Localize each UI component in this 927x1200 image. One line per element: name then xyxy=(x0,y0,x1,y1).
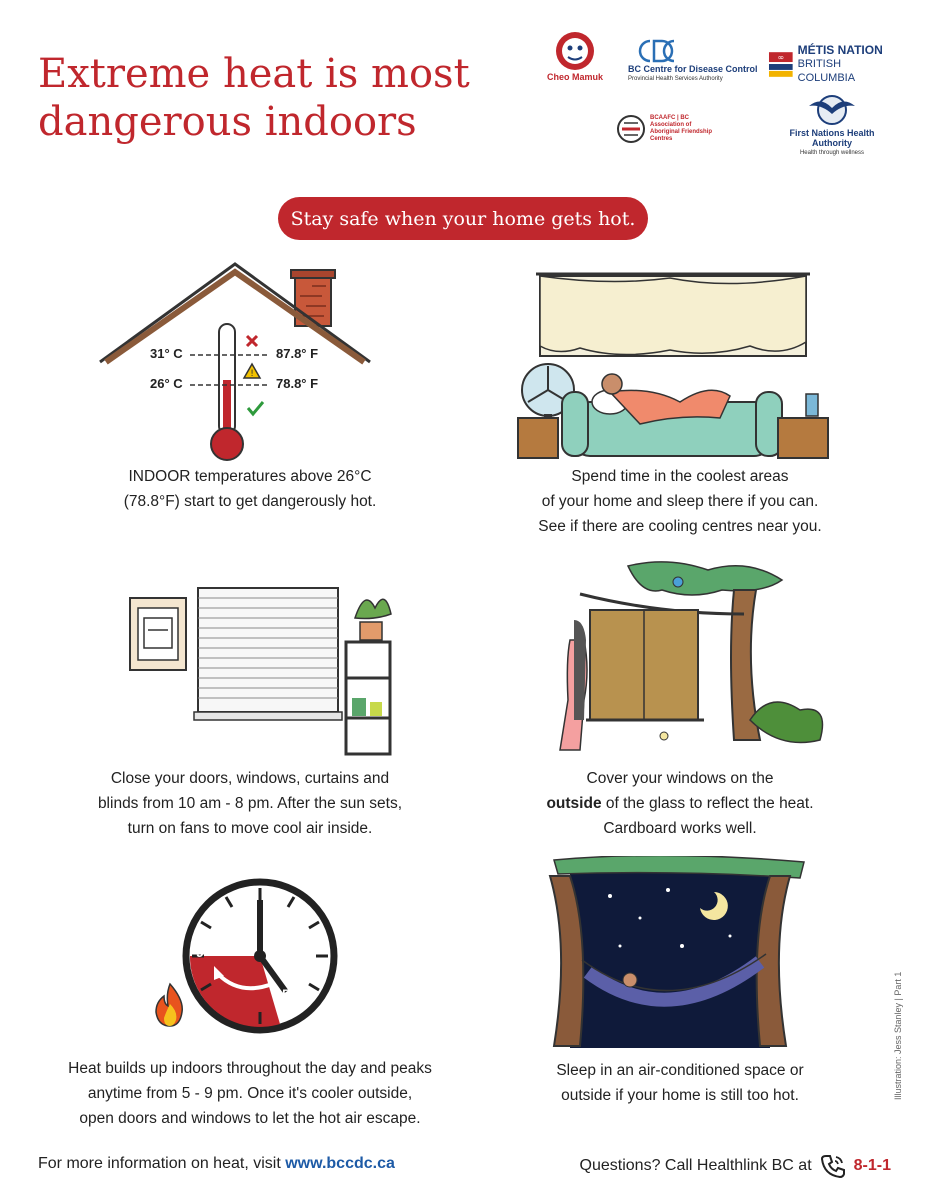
cheo-mamuk-label: Cheo Mamuk xyxy=(546,72,603,82)
tip3-line-1: Close your doors, windows, curtains and xyxy=(110,770,390,787)
tip6-caption xyxy=(460,1058,900,1108)
tip5-line-1: Heat builds up indoors throughout the day and peaks xyxy=(68,1060,432,1077)
tip3-caption xyxy=(30,766,470,841)
metis-logo xyxy=(768,44,900,85)
footer-healthlink xyxy=(580,1153,891,1179)
bcaafc-label: BCAAFC | BC Association of Aboriginal Friendship Centres xyxy=(650,115,713,142)
svg-text:∞: ∞ xyxy=(777,52,785,62)
clock-label-5: 5 xyxy=(282,986,290,1002)
tip5-caption xyxy=(30,1056,470,1131)
tip5-line-3: open doors and windows to let the hot air escape. xyxy=(79,1110,421,1127)
illustration-credit: Illustration: Jess Stanley | Part 1 xyxy=(893,971,903,1100)
hammock-illustration xyxy=(460,856,900,1056)
cardboard-window-icon xyxy=(460,560,900,770)
bccdc-name: BC Centre for Disease Control xyxy=(628,64,758,74)
healthlink-number[interactable]: 8-1-1 xyxy=(853,1157,891,1174)
cheo-mamuk-logo xyxy=(540,30,610,82)
svg-text:!: ! xyxy=(250,369,254,379)
footer-info xyxy=(38,1155,395,1173)
bcaafc-logo xyxy=(616,114,726,144)
fnha-sub: Health through wellness xyxy=(799,150,865,156)
tip2-line-2: of your home and sleep there if you can. xyxy=(541,493,819,510)
tip3-line-2: blinds from 10 am - 8 pm. After the sun sets, xyxy=(97,795,403,812)
tip4-line-1: Cover your windows on the xyxy=(586,770,774,787)
footer-info-text: For more information on heat, visit xyxy=(38,1155,286,1172)
bccdc-icon xyxy=(628,38,678,64)
tip4-line-3: Cardboard works well. xyxy=(603,820,757,837)
metis-label xyxy=(798,44,900,85)
safety-banner: Stay safe when your home gets hot. xyxy=(278,197,648,240)
tip4-line-2-rest: of the glass to reflect the heat. xyxy=(601,795,814,812)
window-blinds-icon xyxy=(30,578,470,768)
temp-low-c: 26° C xyxy=(150,376,183,391)
house-thermometer-illustration xyxy=(30,262,470,462)
couch-illustration xyxy=(460,262,900,462)
tip4-line-2 xyxy=(460,791,900,816)
tip-cover-windows xyxy=(460,560,900,837)
metis-flag-icon xyxy=(768,50,794,80)
clock-icon xyxy=(30,870,470,1040)
hammock-night-icon xyxy=(460,856,900,1056)
temp-high-f: 87.8° F xyxy=(276,346,319,361)
tip1-line-2: (78.8°F) start to get dangerously hot. xyxy=(123,493,377,510)
partner-logos xyxy=(540,30,900,160)
fnha-eagle-icon xyxy=(807,92,857,128)
metis-line-2: BRITISH COLUMBIA xyxy=(797,58,856,84)
couch-window-icon xyxy=(460,262,900,462)
tip-close-blinds xyxy=(30,578,470,837)
tip6-line-2: outside if your home is still too hot. xyxy=(561,1087,799,1104)
title-line-1: Extreme heat is most xyxy=(38,51,470,97)
tip6-line-1: Sleep in an air-conditioned space or xyxy=(556,1062,804,1079)
blinds-illustration xyxy=(30,578,470,778)
clock-label-9: 9 xyxy=(196,944,204,960)
bccdc-sub: Provincial Health Services Authority xyxy=(628,76,723,82)
bcaafc-icon xyxy=(616,114,646,144)
fnha-name: First Nations Health Authority xyxy=(789,128,875,148)
bccdc-link[interactable]: www.bccdc.ca xyxy=(285,1155,395,1172)
cheo-mamuk-icon xyxy=(554,30,596,72)
bccdc-label xyxy=(628,64,758,84)
fire-icon xyxy=(150,982,190,1028)
fnha-logo xyxy=(772,92,892,158)
phone-icon xyxy=(820,1153,846,1179)
cardboard-window-illustration xyxy=(460,560,900,760)
temp-high-c: 31° C xyxy=(150,346,183,361)
temp-low-f: 78.8° F xyxy=(276,376,319,391)
metis-line-1: MÉTIS NATION xyxy=(797,43,883,57)
tip4-bold-outside: outside xyxy=(546,795,602,812)
tip1-line-1: INDOOR temperatures above 26°C xyxy=(128,468,372,485)
clock-illustration xyxy=(30,870,470,1070)
tip3-line-3: turn on fans to move cool air inside. xyxy=(127,820,373,837)
tip-heat-peaks xyxy=(30,870,470,1127)
tip2-line-3: See if there are cooling centres near you. xyxy=(538,518,822,535)
tip2-line-1: Spend time in the coolest areas xyxy=(571,468,789,485)
fnha-label xyxy=(772,128,892,158)
tip-coolest-areas xyxy=(460,262,900,535)
tip-indoor-temperature xyxy=(30,262,470,510)
tip5-line-2: anytime from 5 - 9 pm. Once it's cooler outside, xyxy=(87,1085,413,1102)
title-line-2: dangerous indoors xyxy=(38,99,417,145)
bccdc-logo xyxy=(628,38,768,84)
thermometer-icon xyxy=(30,262,440,467)
healthlink-text: Questions? Call Healthlink BC at xyxy=(579,1157,812,1174)
tip4-caption xyxy=(460,766,900,841)
tip1-caption xyxy=(30,464,470,514)
tip2-caption xyxy=(460,464,900,539)
page-title xyxy=(38,50,518,146)
